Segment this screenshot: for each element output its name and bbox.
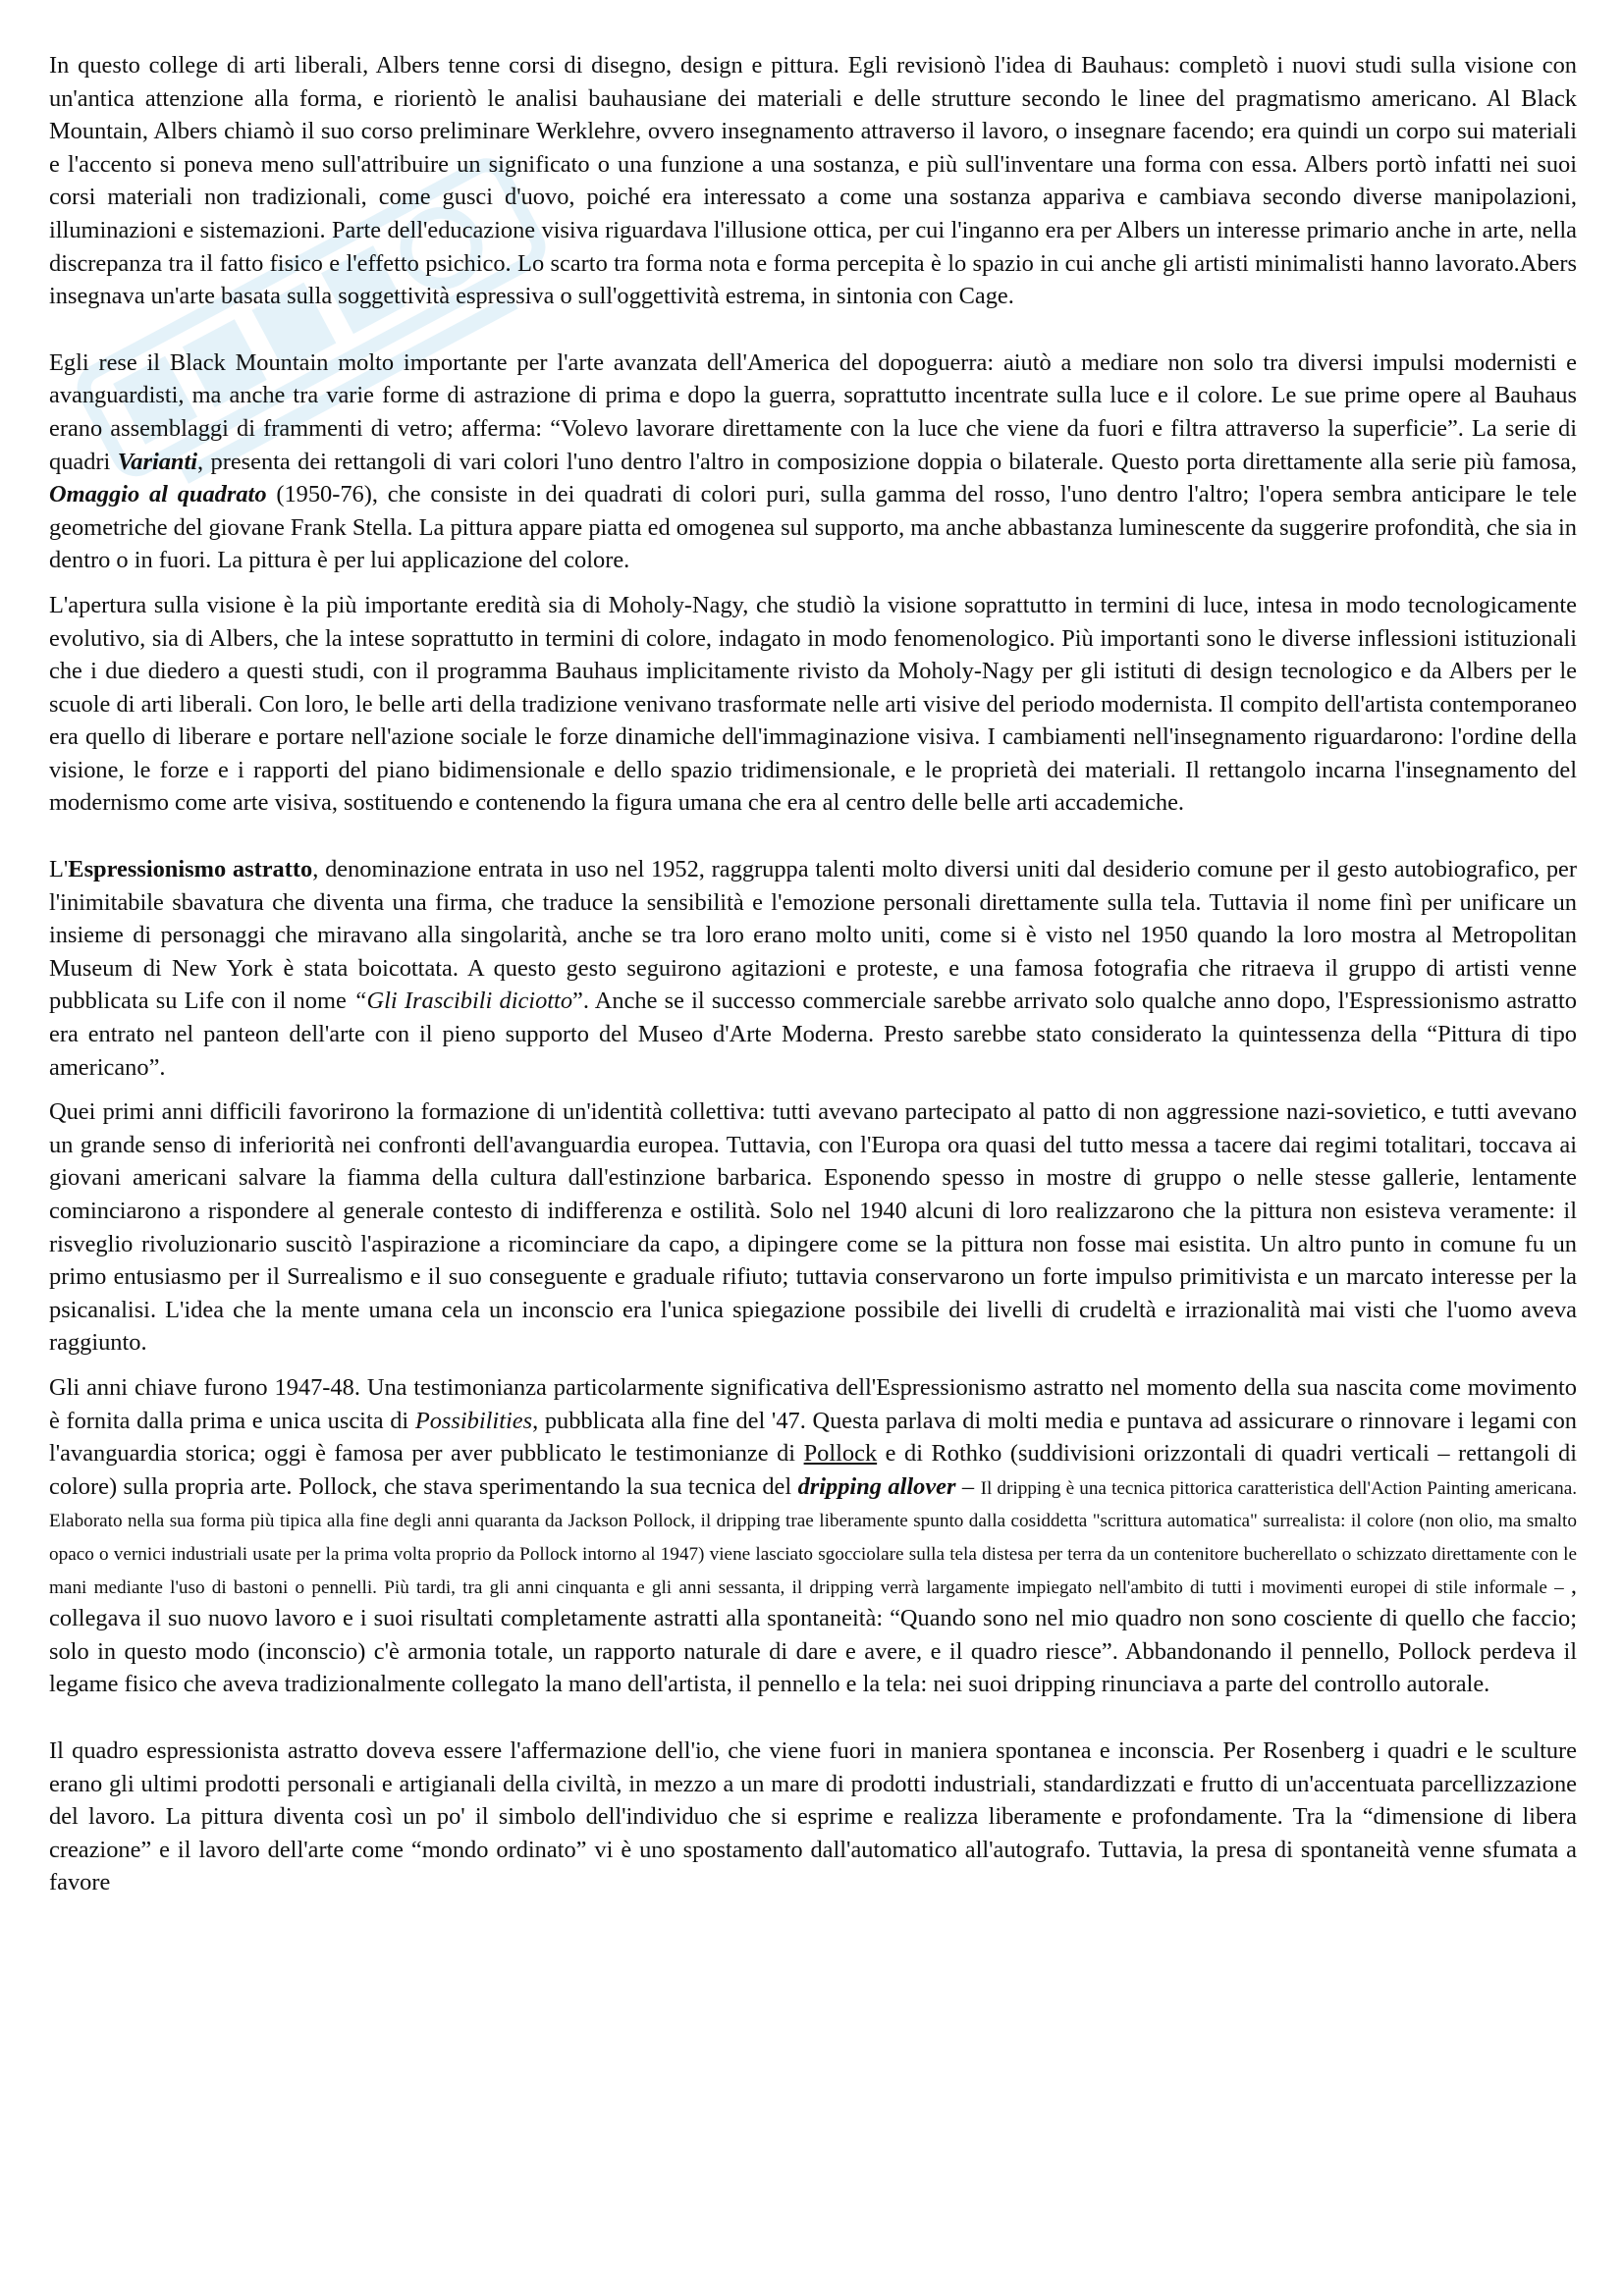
inline-note-dripping: Il dripping è una tecnica pittorica caratteristica dell'Action Painting americana. Elaborato nella sua forma più tipica alla fine degli anni quaranta da Jackson Pollock, il dripping trae liberamente spunto dalla cosiddetta "scrittura automatica" surrealista: il colore (non olio, ma smalto opaco o vernici industriali usate per la prima volta proprio da Pollock intorno al 1947) viene lasciato sgocciolare sulla tela distesa per terra da un contenitore bucherellato o schizzato direttamente con le mani mediante l'uso di bastoni o pennelli. Più tardi, tra gli anni cinquanta e gli anni sessanta, il dripping verrà largamente impiegato nell'ambito di tutti i movimenti europei di stile informale – bbox=[49, 1477, 1578, 1598]
text-span: e di Rothko (suddivisioni orizzontali di quadri verticali – rettangoli di colore) sulla propria arte. Pollock, che stava sperimentando la sua tecnica del bbox=[49, 1440, 1577, 1500]
text-span: , denominazione entrata in uso nel 1952, raggruppa talenti molto diversi uniti dal desiderio comune per il gesto autobiografico, per l'inimitabile sbavatura che diventa una firma, che traduce la sensibilità e l'emozione personali direttamente sulla tela. Tuttavia il nome finì per unificare un insieme di personaggi che miravano alla singolarità, anche se tra loro erano molto uniti, come si è visto nel 1950 quando la loro mostra al Metropolitan Museum di New York è stata boicottata. A questo gesto seguirono agitazioni e proteste, e una famosa fotografia che ritraeva il gruppo di artisti venne pubblicata su Life con il nome bbox=[49, 856, 1577, 1015]
paragraph-quadro-espressionista: Il quadro espressionista astratto doveva essere l'affermazione dell'io, che viene fuori in maniera spontanea e inconscia. Per Rosenberg i quadri e le sculture erano gli ultimi prodotti personali e artigianali della civiltà, in mezzo a un mare di prodotti industriali, standardizzati e frutto di un'accentuata parcellizzazione del lavoro. La pittura diventa così un po' il simbolo dell'individuo che si esprime e realizza liberamente e profondamente. Tra la “dimensione di libera creazione” e il lavoro dell'arte come “mondo ordinato” vi è uno spostamento dall'automatico all'autografo. Tuttavia, la presa di spontaneità venne sfumata a favore bbox=[49, 1736, 1577, 1896]
paragraph-albers-college: In questo college di arti liberali, Albers tenne corsi di disegno, design e pittura. Egli revisionò l'idea di Bauhaus: completò i nuovi studi sulla visione con un'antica attenzione alla forma, e riorientò le analisi bauhausiane dei materiali e delle strutture secondo le linee del pragmatismo americano. Al Black Mountain, Albers chiamò il suo corso preliminare Werklehre, ovvero insegnamento attraverso il lavoro, o insegnare facendo; era quindi un corpo sui materiali e l'accento si poneva meno sull'attribuire un significato o una funzione a una sostanza, e più sull'inventare una forma con essa. Albers portò infatti nei suoi corsi materiali non tradizionali, come gusci d'uovo, poiché era interessato a come una sostanza appariva e cambiava secondo diverse manipolazioni, illuminazioni e sistemazioni. Parte dell'educazione visiva riguardava l'illusione ottica, per cui l'inganno era per Albers un interesse primario anche in arte, nella discrepanza tra il fatto fisico e l'effetto psichico. Lo scarto tra forma nota e forma percepita è lo spazio in cui anche gli artisti minimalisti hanno lavorato.Abers insegnava un'arte basata sulla soggettività espressiva o sull'oggettività estrema, in sintonia con Cage. bbox=[49, 52, 1577, 310]
text-span: – bbox=[955, 1472, 981, 1500]
title-gli-irascibili: “Gli Irascibili diciotto bbox=[352, 988, 573, 1015]
text-span: , collegava il suo nuovo lavoro e i suoi risultati completamente astratti alla spontaneità: “Quando sono nel mio quadro non sono cosciente di quello che faccio; solo in questo modo (inconscio) c'è armonia totale, un rapporto naturale di dare e avere, e il quadro riesce”. Abbandonando il pennello, Pollock perdeva il legame fisico che aveva tradizionalmente collegato la mano dell'artista, il pennello e la tela: nei suoi dripping rinunciava a parte del controllo autorale. bbox=[49, 1572, 1577, 1698]
title-omaggio-al-quadrato: Omaggio al quadrato bbox=[49, 481, 267, 508]
document-body bbox=[49, 49, 1577, 1899]
text-span: Gli anni chiave furono 1947-48. Una testimonianza particolarmente significativa dell'Espressionismo astratto nel momento della sua nascita come movimento è fornita dalla prima e unica uscita di bbox=[49, 1373, 1577, 1434]
term-dripping-allover: dripping allover bbox=[797, 1472, 956, 1500]
paragraph-primi-anni: Quei primi anni difficili favorirono la formazione di un'identità collettiva: tutti avevano partecipato al patto di non aggressione nazi-sovietico, e tutti avevano un grande senso di inferiorità nei confronti dell'avanguardia europea. Tuttavia, con l'Europa ora quasi del tutto messa a tacere dai regimi totalitari, toccava ai giovani americani salvare la fiamma della cultura dall'estinzione barbarica. Esponendo spesso in mostre di gruppo o nelle stesse gallerie, lentamente cominciarono a rispondere al generale contesto di indifferenza e ostilità. Solo nel 1940 alcuni di loro realizzarono che la pittura non esisteva veramente: il risveglio rivoluzionario suscitò l'aspirazione a ricominciare da capo, a dipingere come se la pittura non fosse mai esistita. Un altro punto in comune fu un primo entusiasmo per il Surrealismo e il suo conseguente e graduale rifiuto; tuttavia conservarono un forte impulso primitivista e un marcato interesse per la psicanalisi. L'idea che la mente umana cela un inconscio era l'unica spiegazione possibile dei livelli di crudeltà e irrazionalità mai visti che l'uomo aveva raggiunto. bbox=[49, 1098, 1577, 1357]
text-span: ”. Anche se il successo commerciale sarebbe arrivato solo qualche anno dopo, l'Espressionismo astratto era entrato nel panteon dell'arte con il pieno supporto del Museo d'Arte Moderna. Presto sarebbe stato considerato la quintessenza della “Pittura di tipo americano”. bbox=[49, 988, 1577, 1081]
paragraph-visione: L'apertura sulla visione è la più importante eredità sia di Moholy-Nagy, che studiò la visione soprattutto in termini di luce, intesa in modo tecnologicamente evolutivo, sia di Albers, che la intese soprattutto in termini di colore, indagato in modo fenomenologico. Più importanti sono le diverse inflessioni istituzionali che i due diedero a questi studi, con il programma Bauhaus implicitamente rivisto da Moholy-Nagy per gli istituti di design tecnologico e da Albers per le scuole di arti liberali. Con loro, le belle arti della tradizione venivano trasformate nelle arti visive del periodo modernista. Il compito dell'artista contemporaneo era quello di liberare e portare nell'azione sociale le forze dinamiche dell'immaginazione visiva. I cambiamenti nell'insegnamento riguardarono: l'ordine della visione, le forze e i rapporti del piano bidimensionale e dello spazio tridimensionale, e le proprietà dei materiali. Il rettangolo incarna l'insegnamento del modernismo come arte visiva, sostituendo e contenendo la figura umana che era al centro delle belle arti accademiche. bbox=[49, 591, 1577, 817]
text-span: (1950-76), che consiste in dei quadrati di colori puri, sulla gamma del rosso, l'uno dentro l'altro; l'opera sembra anticipare le tele geometriche del giovane Frank Stella. La pittura appare piatta ed omogenea sul supporto, ma anche abbastanza luminescente da suggerire profondità, che sia in dentro o in fuori. La pittura è per lui applicazione del colore. bbox=[49, 481, 1577, 574]
title-varianti: Varianti bbox=[117, 448, 198, 475]
paragraph-espressionismo-astratto bbox=[49, 853, 1577, 1084]
title-possibilities: Possibilities bbox=[414, 1407, 533, 1434]
text-span: , presenta dei rettangoli di vari colori l'uno dentro l'altro in composizione doppia o bilaterale. Questo porta direttamente alla serie più famosa, bbox=[197, 448, 1577, 475]
term-espressionismo-astratto: Espressionismo astratto bbox=[68, 856, 313, 883]
text-span: L' bbox=[49, 856, 69, 883]
link-pollock[interactable]: Pollock bbox=[803, 1440, 878, 1468]
text-span: Egli rese il Black Mountain molto importante per l'arte avanzata dell'America del dopoguerra: aiutò a mediare non solo tra diversi impulsi modernisti e avanguardisti, ma anche tra varie forme di astrazione di prima e dopo la guerra, soprattutto incentrate sulla luce e il colore. Le sue prime opere al Bauhaus erano assemblaggi di frammenti di vetro; afferma: “Volevo lavorare direttamente con la luce che viene da fuori e filtra attraverso la superficie”. La serie di quadri bbox=[49, 348, 1577, 475]
text-span: , pubblicata alla fine del '47. Questa parlava di molti media e puntava ad assicurare o rinnovare i legami con l'avanguardia storica; oggi è famosa per aver pubblicato le testimonianze di bbox=[49, 1407, 1578, 1468]
paragraph-anni-chiave bbox=[49, 1371, 1577, 1701]
paragraph-black-mountain bbox=[49, 347, 1577, 577]
